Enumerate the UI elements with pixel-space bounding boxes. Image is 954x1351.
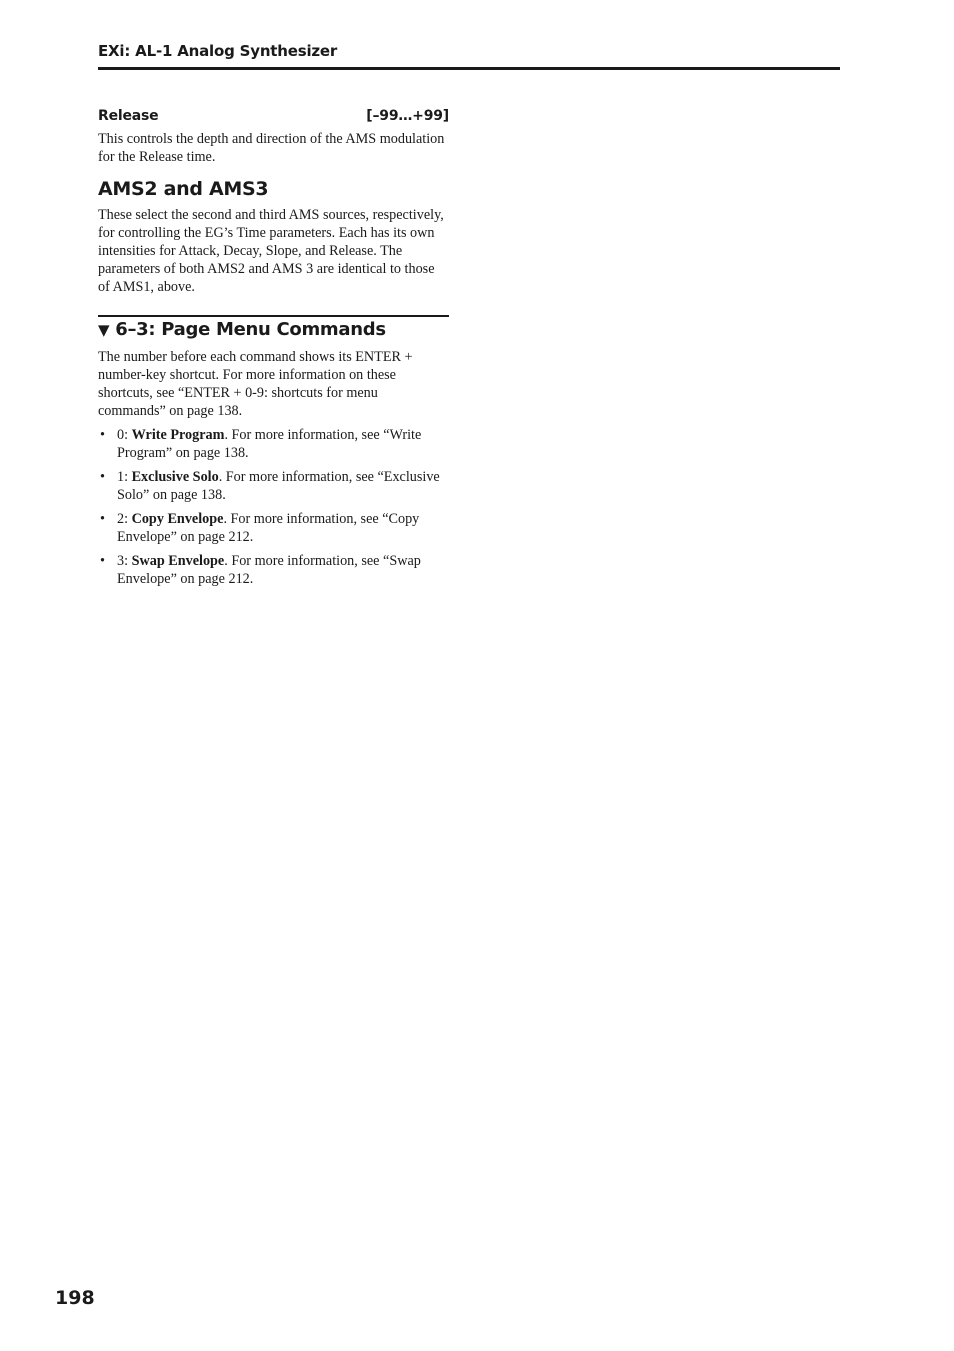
list-item (98, 426, 449, 462)
bullet-icon: • (100, 427, 105, 443)
bullet-icon: • (100, 553, 105, 569)
list-item (98, 510, 449, 546)
menu-command-list (98, 426, 449, 588)
running-header: EXi: AL-1 Analog Synthesizer (98, 42, 338, 60)
command-number: 1: (117, 469, 132, 485)
command-reference: . For more information, see “Write Program” on page 138. (117, 427, 422, 461)
triangle-down-icon: ▼ (98, 320, 110, 339)
command-name: Copy Envelope (131, 511, 224, 527)
command-number: 2: (117, 511, 132, 527)
ams-heading: AMS2 and AMS3 (98, 178, 269, 200)
command-number: 0: (117, 427, 132, 443)
command-number: 3: (117, 553, 132, 569)
header-rule (98, 67, 840, 70)
release-range: [–99…+99] (366, 108, 449, 124)
menu-heading (98, 319, 449, 340)
bullet-icon: • (100, 511, 105, 527)
release-param-row (98, 108, 449, 124)
list-item (98, 552, 449, 588)
release-label: Release (98, 108, 159, 124)
release-description: This controls the depth and direction of the AMS modulation for the Release time. (98, 131, 445, 165)
command-name: Swap Envelope (131, 553, 225, 569)
command-reference: . For more information, see “Copy Envelope” on page 212. (117, 511, 420, 545)
menu-heading-text: 6–3: Page Menu Commands (115, 319, 386, 340)
bullet-icon: • (100, 469, 105, 485)
command-reference: . For more information, see “Swap Envelope” on page 212. (117, 553, 421, 587)
left-column (98, 108, 449, 594)
command-name: Write Program (131, 427, 225, 443)
menu-intro: The number before each command shows its ENTER + number-key shortcut. For more information on these shortcuts, see “ENTER + 0-9: shortcuts for menu commands” on page 138. (98, 349, 413, 419)
ams-description: These select the second and third AMS sources, respectively, for controlling the EG’s Time parameters. Each has its own intensities for Attack, Decay, Slope, and Release. The parameters of both AMS2 and AMS 3 are identical to those of AMS1, above. (98, 207, 444, 295)
list-item (98, 468, 449, 504)
command-reference: . For more information, see “Exclusive Solo” on page 138. (117, 469, 440, 503)
page-number: 198 (55, 1287, 95, 1309)
section-rule (98, 315, 449, 317)
command-name: Exclusive Solo (131, 469, 219, 485)
